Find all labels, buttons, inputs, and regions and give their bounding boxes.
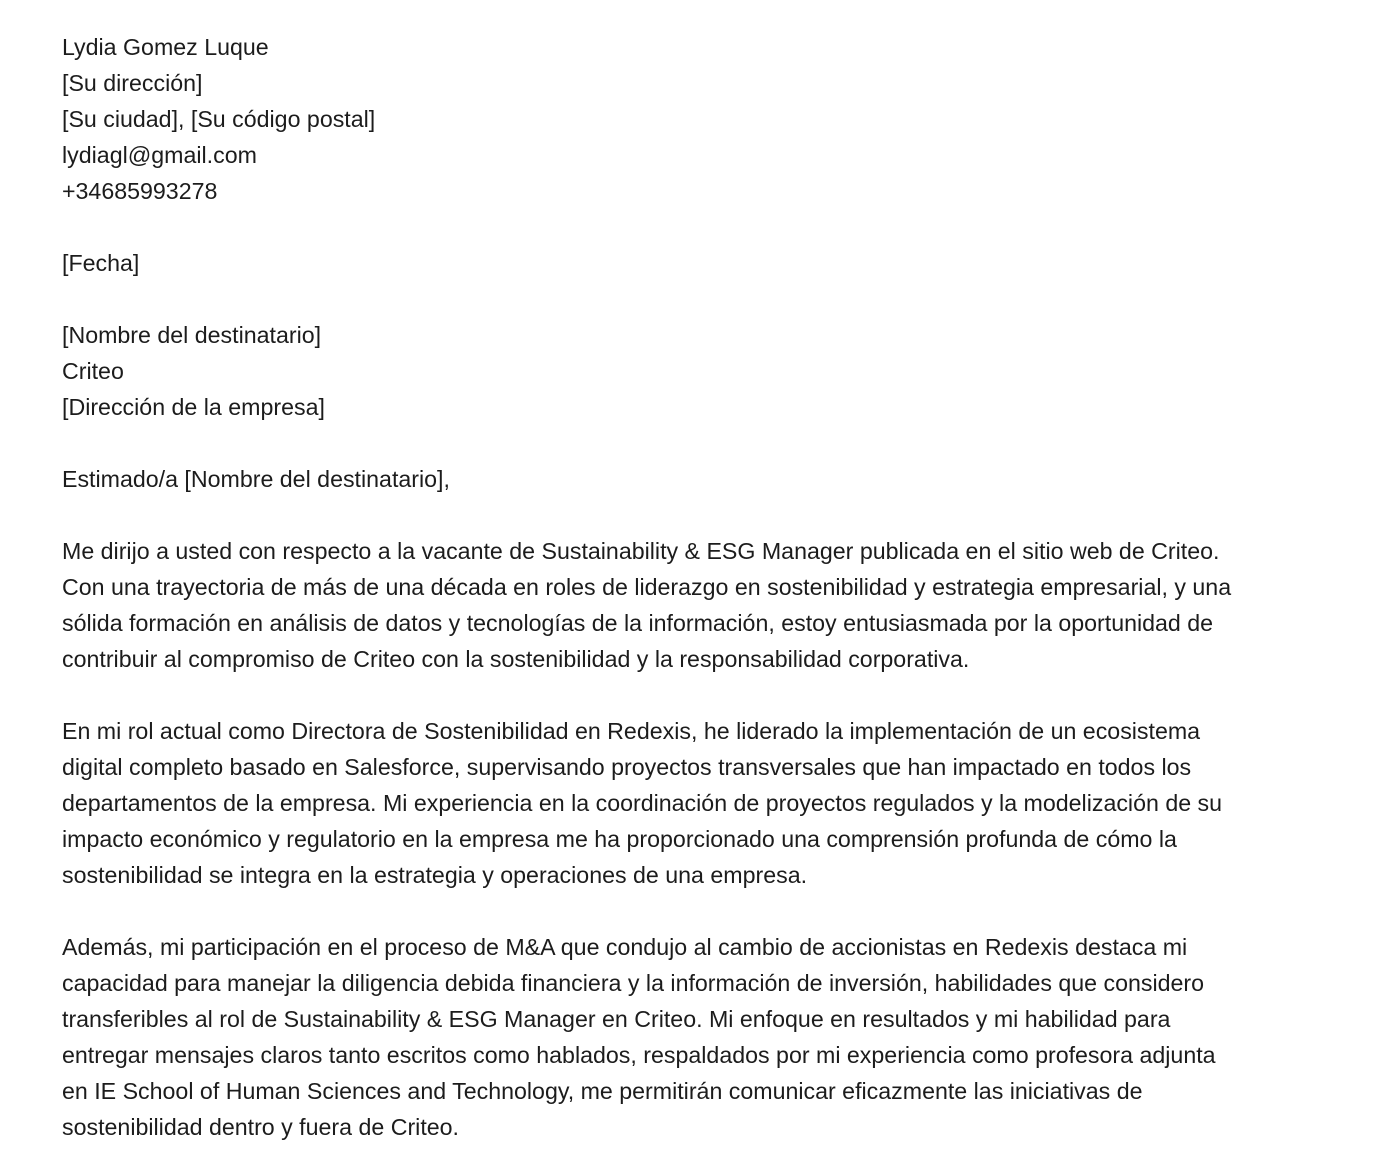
paragraph-line: en IE School of Human Sciences and Technology, me permitirán comunicar eficazmente las iniciativas de xyxy=(62,1078,1143,1104)
paragraph-line: Además, mi participación en el proceso de M&A que condujo al cambio de accionistas en Redexis destaca mi xyxy=(62,934,1188,960)
sender-email: lydiagl@gmail.com xyxy=(62,142,257,168)
body-paragraph-3 xyxy=(62,929,1332,1145)
letter-date: [Fecha] xyxy=(62,250,140,276)
paragraph-line: capacidad para manejar la diligencia debida financiera y la información de inversión, habilidades que considero xyxy=(62,970,1205,996)
spacer xyxy=(62,893,1332,929)
paragraph-line: sostenibilidad se integra en la estrategia y operaciones de una empresa. xyxy=(62,862,808,888)
sender-phone: +34685993278 xyxy=(62,178,218,204)
salutation: Estimado/a [Nombre del destinatario], xyxy=(62,466,450,492)
spacer xyxy=(62,425,1332,461)
paragraph-line: departamentos de la empresa. Mi experiencia en la coordinación de proyectos regulados y la modelización de su xyxy=(62,790,1223,816)
paragraph-line: impacto económico y regulatorio en la empresa me ha proporcionado una comprensión profunda de cómo la xyxy=(62,826,1177,852)
paragraph-line: Me dirijo a usted con respecto a la vacante de Sustainability & ESG Manager publicada en el sitio web de Criteo. xyxy=(62,538,1220,564)
sender-city-postal: [Su ciudad], [Su código postal] xyxy=(62,106,376,132)
paragraph-line: digital completo basado en Salesforce, supervisando proyectos transversales que han impactado en todos los xyxy=(62,754,1192,780)
cover-letter xyxy=(62,29,1332,1145)
paragraph-line: contribuir al compromiso de Criteo con la sostenibilidad y la responsabilidad corporativa. xyxy=(62,646,970,672)
spacer xyxy=(62,209,1332,245)
paragraph-line: entregar mensajes claros tanto escritos como hablados, respaldados por mi experiencia como profesora adjunta xyxy=(62,1042,1216,1068)
paragraph-line: sólida formación en análisis de datos y tecnologías de la información, estoy entusiasmada por la oportunidad de xyxy=(62,610,1214,636)
body-paragraph-1 xyxy=(62,533,1332,677)
paragraph-line: En mi rol actual como Directora de Sostenibilidad en Redexis, he liderado la implementación de un ecosistema xyxy=(62,718,1201,744)
body-paragraph-2 xyxy=(62,713,1332,893)
spacer xyxy=(62,497,1332,533)
sender-name: Lydia Gomez Luque xyxy=(62,34,269,60)
sender-address: [Su dirección] xyxy=(62,70,203,96)
recipient-block xyxy=(62,317,1332,425)
recipient-address: [Dirección de la empresa] xyxy=(62,394,325,420)
recipient-name: [Nombre del destinatario] xyxy=(62,322,322,348)
spacer xyxy=(62,281,1332,317)
recipient-company: Criteo xyxy=(62,358,124,384)
spacer xyxy=(62,677,1332,713)
paragraph-line: sostenibilidad dentro y fuera de Criteo. xyxy=(62,1114,459,1140)
sender-block xyxy=(62,29,1332,209)
paragraph-line: Con una trayectoria de más de una década en roles de liderazgo en sostenibilidad y estrategia empresarial, y una xyxy=(62,574,1232,600)
paragraph-line: transferibles al rol de Sustainability & ESG Manager en Criteo. Mi enfoque en resultados y mi habilidad para xyxy=(62,1006,1171,1032)
